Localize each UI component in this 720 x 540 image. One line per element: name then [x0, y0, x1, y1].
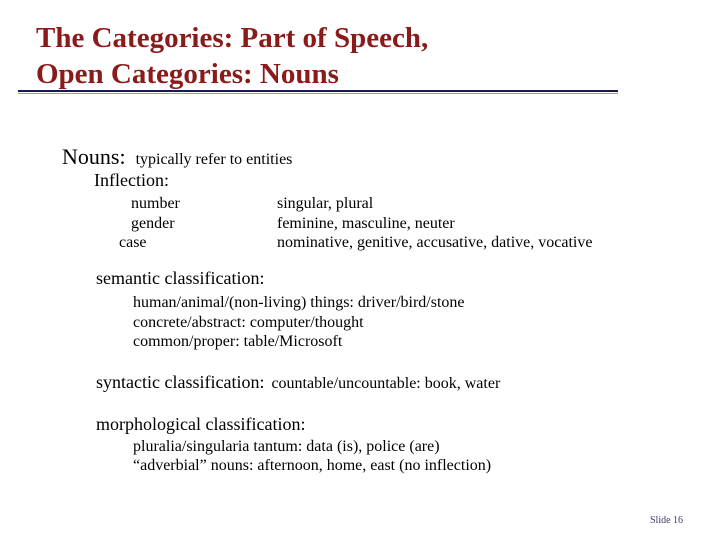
semantic-item: human/animal/(non-living) things: driver/bird/stone [133, 294, 465, 311]
nouns-line [62, 144, 292, 170]
title-line-2: Open Categories: Nouns [36, 58, 339, 90]
morphological-item: pluralia/singularia tantum: data (is), police (are) [133, 438, 440, 455]
inflection-values-number: singular, plural [277, 195, 374, 212]
inflection-label: Inflection: [94, 170, 169, 190]
semantic-item: common/proper: table/Microsoft [133, 333, 343, 350]
title-divider [18, 90, 618, 92]
semantic-item: concrete/abstract: computer/thought [133, 314, 364, 331]
nouns-description: typically refer to entities [135, 151, 293, 168]
syntactic-classification-label: syntactic classification: [96, 372, 265, 392]
syntactic-classification-desc: countable/uncountable: book, water [271, 375, 501, 392]
morphological-item: “adverbial” nouns: afternoon, home, east (no inflection) [133, 457, 492, 474]
inflection-feature-case: case [119, 234, 147, 251]
nouns-label: Nouns: [62, 144, 126, 169]
inflection-values-gender: feminine, masculine, neuter [277, 215, 455, 232]
morphological-classification-label: morphological classification: [96, 414, 306, 434]
semantic-classification-label: semantic classification: [96, 268, 265, 288]
inflection-feature-number: number [131, 195, 180, 212]
syntactic-classification-line [96, 372, 500, 393]
inflection-feature-gender: gender [131, 215, 175, 232]
slide-number: Slide 16 [650, 515, 684, 526]
title-divider-shadow [18, 93, 618, 94]
inflection-values-case: nominative, genitive, accusative, dative, vocative [277, 234, 593, 251]
slide-title [36, 20, 428, 92]
title-line-1: The Categories: Part of Speech, [36, 22, 429, 54]
